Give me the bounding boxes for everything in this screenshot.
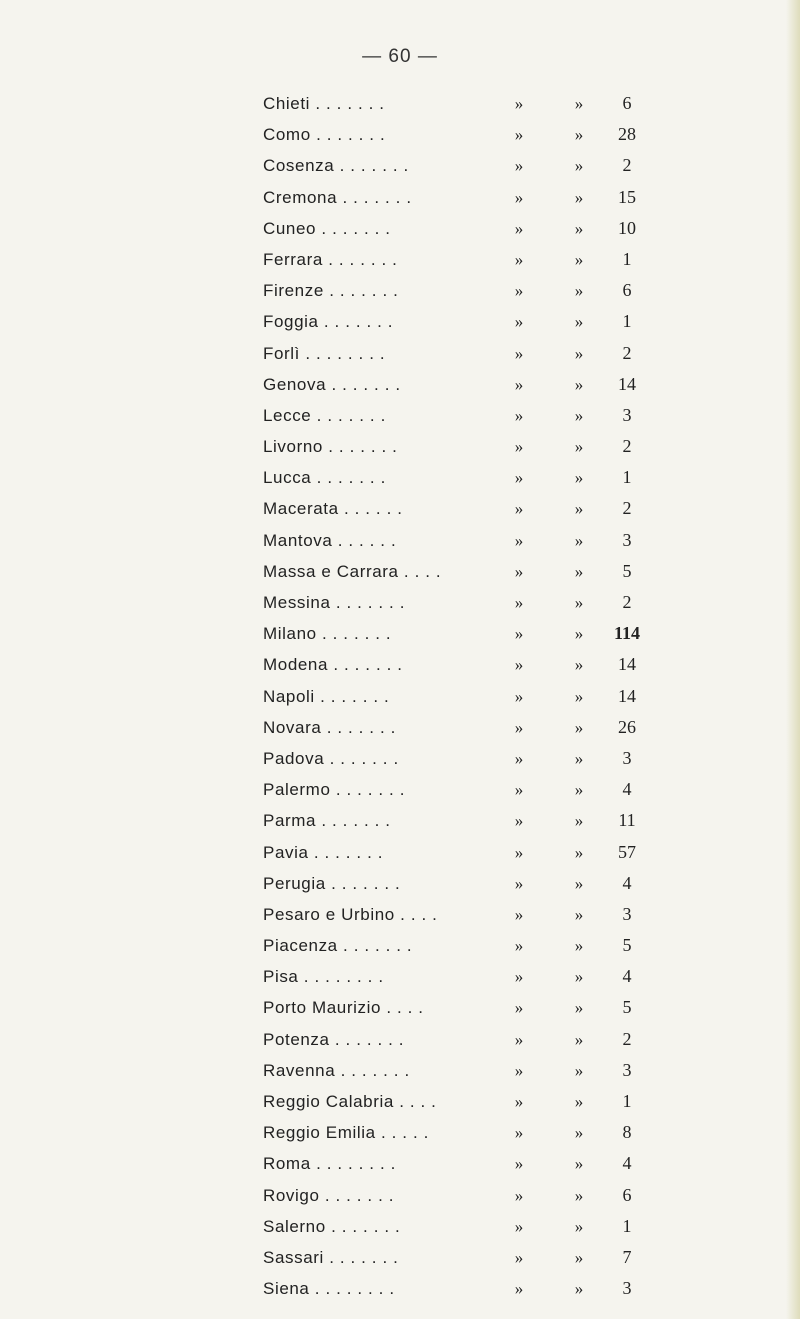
count-value: 1 <box>622 311 632 332</box>
count-value: 4 <box>622 872 632 893</box>
ditto-mark: » <box>574 780 584 800</box>
city-name: Novara . . . . . . . <box>263 717 396 737</box>
table-row <box>263 213 663 244</box>
table-row <box>263 400 663 431</box>
count-value: 5 <box>622 997 632 1018</box>
table-row <box>263 1117 663 1148</box>
ditto-mark: » <box>574 187 584 207</box>
city-name: Salerno . . . . . . . <box>263 1216 401 1236</box>
city-name: Palermo . . . . . . . <box>263 780 406 800</box>
count-value: 2 <box>622 592 632 612</box>
ditto-mark: » <box>514 218 524 238</box>
count-value: 1 <box>622 1091 632 1111</box>
ditto-mark: » <box>574 998 584 1018</box>
ditto-mark: » <box>514 748 524 768</box>
ditto-mark: » <box>514 374 524 394</box>
ditto-mark: » <box>574 1154 584 1174</box>
table-row <box>263 88 663 119</box>
ditto-mark: » <box>514 249 524 269</box>
city-name: Lecce . . . . . . . <box>263 405 386 425</box>
table-row <box>263 1211 663 1242</box>
city-name: Pesaro e Urbino . . . . <box>263 904 438 924</box>
count-value: 28 <box>618 124 636 145</box>
count-value: 3 <box>622 903 632 924</box>
ditto-mark: » <box>514 437 524 457</box>
table-row <box>263 369 663 400</box>
ditto-mark: » <box>514 561 524 581</box>
count-value: 4 <box>622 966 632 987</box>
ditto-mark: » <box>514 1247 524 1267</box>
ditto-mark: » <box>574 437 584 457</box>
count-value: 11 <box>618 810 636 831</box>
city-name: Forlì . . . . . . . . <box>263 343 386 363</box>
city-name: Rovigo . . . . . . . <box>263 1185 395 1205</box>
ditto-mark: » <box>574 1216 584 1236</box>
ditto-mark: » <box>574 1092 584 1111</box>
table-row <box>263 1273 663 1304</box>
count-value: 14 <box>618 654 636 675</box>
city-name: Livorno . . . . . . . <box>263 437 398 457</box>
count-value: 3 <box>622 529 632 550</box>
ditto-mark: » <box>574 1123 584 1143</box>
city-name: Siena . . . . . . . . <box>263 1279 395 1299</box>
ditto-mark: » <box>574 94 584 113</box>
ditto-mark: » <box>574 530 584 550</box>
city-name: Como . . . . . . . <box>263 125 386 145</box>
table-row <box>263 899 663 930</box>
ditto-mark: » <box>514 1154 524 1174</box>
count-value: 6 <box>622 1184 632 1205</box>
table-row <box>263 462 663 493</box>
city-name: Pisa . . . . . . . . <box>263 967 384 987</box>
ditto-mark: » <box>514 156 524 176</box>
ditto-mark: » <box>574 842 584 862</box>
table-row <box>263 338 663 369</box>
city-name: Napoli . . . . . . . <box>263 686 390 706</box>
count-value: 5 <box>622 560 632 581</box>
count-value: 3 <box>622 747 632 768</box>
city-name: Modena . . . . . . . <box>263 655 403 675</box>
count-value: 2 <box>622 436 632 457</box>
ditto-mark: » <box>574 717 584 737</box>
ditto-mark: » <box>574 936 584 956</box>
table-row <box>263 837 663 868</box>
city-name: Sassari . . . . . . . <box>263 1247 399 1267</box>
ditto-mark: » <box>514 343 524 363</box>
ditto-mark: » <box>574 499 584 519</box>
city-name: Cuneo . . . . . . . <box>263 218 391 238</box>
ditto-mark: » <box>514 468 524 488</box>
table-row <box>263 743 663 774</box>
count-value: 1 <box>622 248 632 269</box>
ditto-mark: » <box>574 468 584 488</box>
city-name: Piacenza . . . . . . . <box>263 936 413 956</box>
ditto-mark: » <box>514 686 524 706</box>
table-row <box>263 493 663 524</box>
count-value: 6 <box>622 280 632 301</box>
ditto-mark: » <box>514 499 524 519</box>
ditto-mark: » <box>514 780 524 800</box>
city-name: Mantova . . . . . . <box>263 530 397 550</box>
ditto-mark: » <box>574 1060 584 1080</box>
table-row <box>263 1024 663 1055</box>
city-name: Roma . . . . . . . . <box>263 1154 396 1174</box>
page-number: — 60 — <box>362 46 438 67</box>
count-value: 4 <box>622 779 632 800</box>
table-row <box>263 431 663 462</box>
count-value: 1 <box>622 467 632 488</box>
table-row <box>263 992 663 1023</box>
table-row <box>263 182 663 213</box>
table-row <box>263 306 663 337</box>
ditto-mark: » <box>574 1029 584 1049</box>
ditto-mark: » <box>514 998 524 1018</box>
ditto-mark: » <box>514 405 524 425</box>
city-name: Ravenna . . . . . . . <box>263 1060 410 1080</box>
table-row <box>263 1148 663 1179</box>
ditto-mark: » <box>574 125 584 145</box>
count-value: 2 <box>622 155 632 176</box>
ditto-mark: » <box>574 1279 584 1299</box>
ditto-mark: » <box>514 624 524 644</box>
ditto-mark: » <box>514 312 524 332</box>
ditto-mark: » <box>514 94 524 113</box>
city-name: Lucca . . . . . . . <box>263 468 386 488</box>
table-row <box>263 868 663 899</box>
table-row <box>263 1086 663 1117</box>
table-row <box>263 930 663 961</box>
city-name: Reggio Calabria . . . . <box>263 1092 437 1111</box>
count-value: 8 <box>622 1122 632 1143</box>
city-table <box>263 88 663 1304</box>
city-name: Genova . . . . . . . <box>263 374 401 394</box>
table-row <box>263 1242 663 1273</box>
table-row <box>263 244 663 275</box>
ditto-mark: » <box>574 593 584 612</box>
ditto-mark: » <box>574 218 584 238</box>
ditto-mark: » <box>574 343 584 363</box>
count-value: 26 <box>618 716 636 737</box>
ditto-mark: » <box>514 1029 524 1049</box>
ditto-mark: » <box>514 1216 524 1236</box>
city-name: Parma . . . . . . . <box>263 811 391 831</box>
count-value: 5 <box>622 935 632 956</box>
table-row <box>263 649 663 680</box>
city-name: Messina . . . . . . . <box>263 593 406 612</box>
city-name: Massa e Carrara . . . . <box>263 561 442 581</box>
table-row <box>263 150 663 181</box>
ditto-mark: » <box>574 1247 584 1267</box>
ditto-mark: » <box>514 904 524 924</box>
table-row <box>263 961 663 992</box>
city-name: Potenza . . . . . . . <box>263 1029 405 1049</box>
ditto-mark: » <box>514 1279 524 1299</box>
table-row <box>263 556 663 587</box>
ditto-mark: » <box>574 374 584 394</box>
ditto-mark: » <box>514 530 524 550</box>
city-name: Reggio Emilia . . . . . <box>263 1123 429 1143</box>
table-row <box>263 275 663 306</box>
ditto-mark: » <box>574 748 584 768</box>
city-name: Milano . . . . . . . <box>263 624 392 644</box>
table-row <box>263 712 663 743</box>
count-value: 2 <box>622 498 632 519</box>
ditto-mark: » <box>574 561 584 581</box>
page-edge <box>786 0 800 1319</box>
city-name: Padova . . . . . . . <box>263 748 399 768</box>
ditto-mark: » <box>514 717 524 737</box>
count-value: 2 <box>622 342 632 363</box>
city-name: Cosenza . . . . . . . <box>263 156 409 176</box>
ditto-mark: » <box>514 842 524 862</box>
city-name: Macerata . . . . . . <box>263 499 403 519</box>
count-value: 114 <box>613 623 640 644</box>
ditto-mark: » <box>514 1092 524 1111</box>
ditto-mark: » <box>514 811 524 831</box>
city-name: Perugia . . . . . . . <box>263 873 401 893</box>
ditto-mark: » <box>514 1185 524 1205</box>
ditto-mark: » <box>574 405 584 425</box>
count-value: 3 <box>622 1059 632 1080</box>
ditto-mark: » <box>574 281 584 301</box>
ditto-mark: » <box>574 1185 584 1205</box>
ditto-mark: » <box>514 873 524 893</box>
count-value: 6 <box>622 93 632 113</box>
ditto-mark: » <box>574 904 584 924</box>
ditto-mark: » <box>514 125 524 145</box>
count-value: 1 <box>622 1215 632 1236</box>
count-value: 57 <box>618 841 636 862</box>
ditto-mark: » <box>574 624 584 644</box>
count-value: 10 <box>618 217 636 238</box>
count-value: 14 <box>618 373 636 394</box>
ditto-mark: » <box>574 655 584 675</box>
table-row <box>263 1180 663 1211</box>
city-name: Foggia . . . . . . . <box>263 312 394 332</box>
table-row <box>263 587 663 618</box>
count-value: 3 <box>622 1278 632 1299</box>
count-value: 15 <box>618 186 636 207</box>
ditto-mark: » <box>574 873 584 893</box>
ditto-mark: » <box>574 249 584 269</box>
ditto-mark: » <box>574 156 584 176</box>
table-row <box>263 119 663 150</box>
count-value: 4 <box>622 1153 632 1174</box>
table-row <box>263 525 663 556</box>
city-name: Cremona . . . . . . . <box>263 187 412 207</box>
count-value: 3 <box>622 404 632 425</box>
city-name: Porto Maurizio . . . . <box>263 998 424 1018</box>
count-value: 7 <box>622 1246 632 1267</box>
table-row <box>263 805 663 836</box>
city-name: Ferrara . . . . . . . <box>263 249 398 269</box>
ditto-mark: » <box>574 967 584 987</box>
city-name: Chieti . . . . . . . <box>263 94 385 113</box>
ditto-mark: » <box>514 281 524 301</box>
ditto-mark: » <box>514 655 524 675</box>
city-name: Firenze . . . . . . . <box>263 281 399 301</box>
table-row <box>263 618 663 649</box>
ditto-mark: » <box>514 967 524 987</box>
count-value: 2 <box>622 1028 632 1049</box>
ditto-mark: » <box>514 936 524 956</box>
table-row <box>263 774 663 805</box>
ditto-mark: » <box>574 686 584 706</box>
ditto-mark: » <box>514 187 524 207</box>
ditto-mark: » <box>514 1060 524 1080</box>
table-row <box>263 681 663 712</box>
count-value: 14 <box>618 685 636 706</box>
table-row <box>263 1055 663 1086</box>
ditto-mark: » <box>514 1123 524 1143</box>
ditto-mark: » <box>574 312 584 332</box>
ditto-mark: » <box>574 811 584 831</box>
ditto-mark: » <box>514 593 524 612</box>
city-name: Pavia . . . . . . . <box>263 842 384 862</box>
